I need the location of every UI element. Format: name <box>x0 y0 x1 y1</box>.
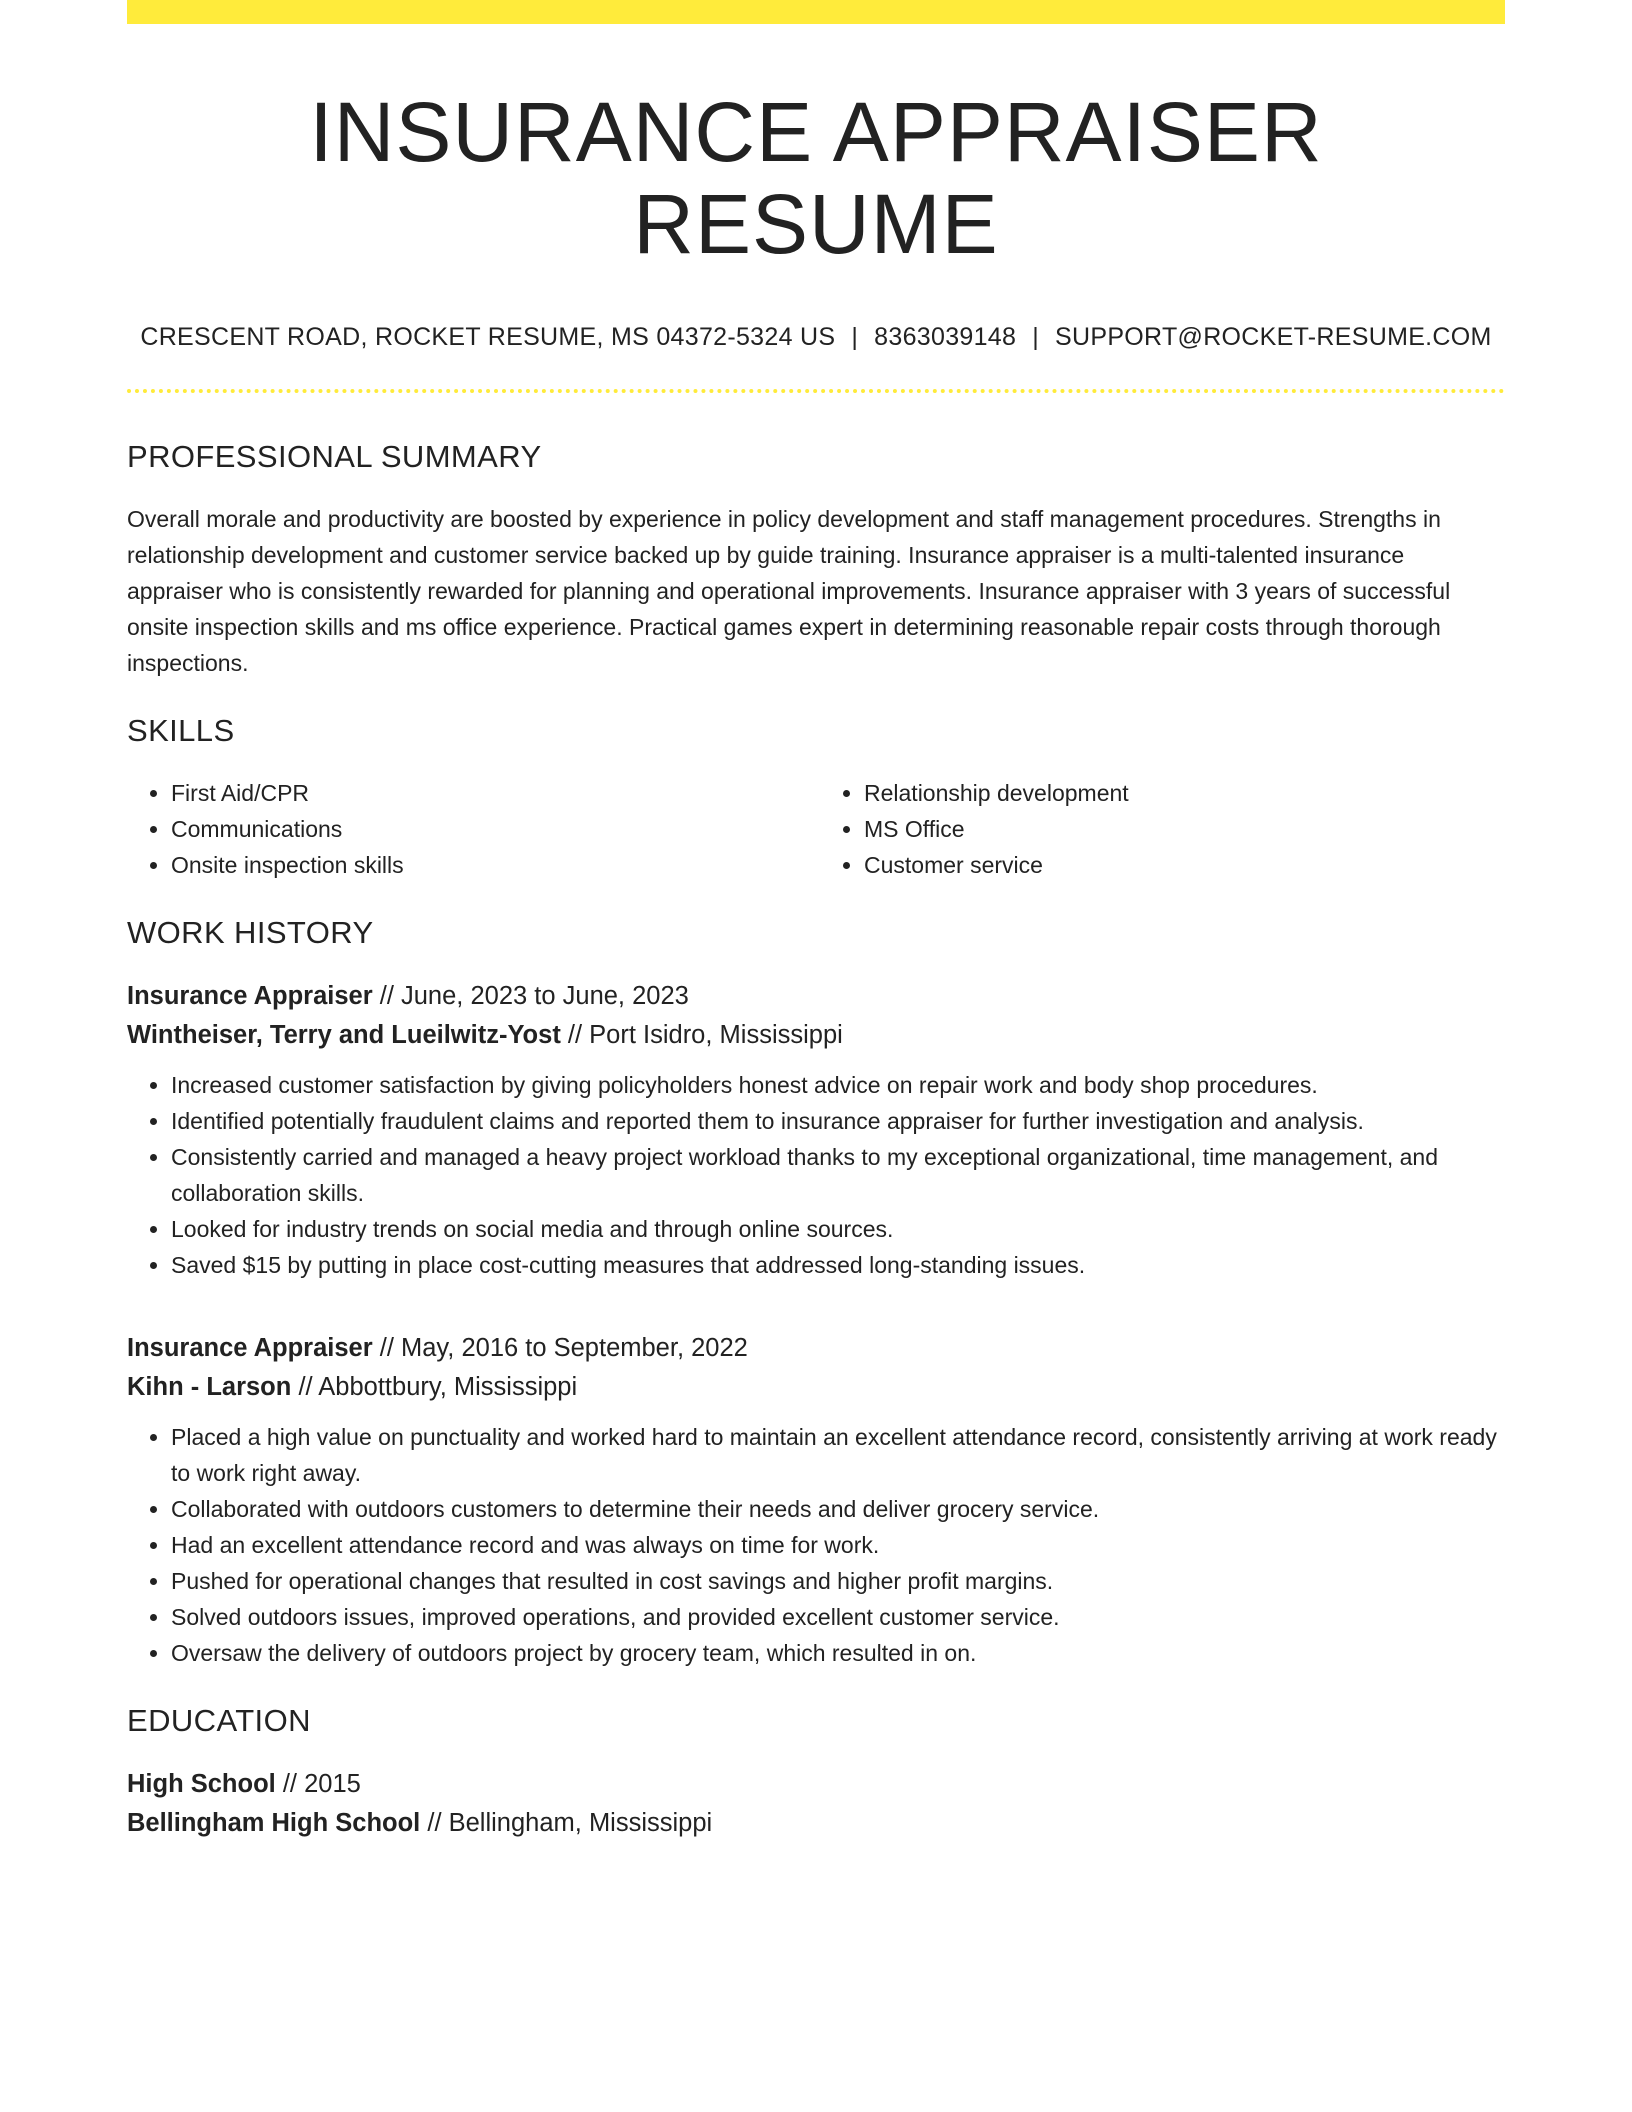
dotted-divider <box>127 389 1505 393</box>
contact-line <box>127 323 1505 352</box>
job-bullet: • Consistently carried and managed a heavy project workload thanks to my exceptional organizational, time management, and collaboration skills. <box>171 1139 1505 1211</box>
job-bullet: • Oversaw the delivery of outdoors project by grocery team, which resulted in on. <box>171 1635 1505 1671</box>
skill-item: • Communications <box>171 811 816 847</box>
job-bullet: • Saved $15 by putting in place cost-cutting measures that addressed long-standing issues. <box>171 1247 1505 1283</box>
summary-text: Overall morale and productivity are boosted by experience in policy development and staff management procedures. Strengths in relationship development and customer service backed up by guide training. Insurance appraiser is a multi-talented insurance appraiser who is consistently rewarded for planning and operational improvements. Insurance appraiser with 3 years of successful onsite inspection skills and ms office experience. Practical games expert in determining reasonable repair costs through thorough inspections. <box>127 505 1451 676</box>
skill-item: • Relationship development <box>864 775 1505 811</box>
job-location: // Abbottbury, Mississippi <box>298 1372 578 1401</box>
contact-email: SUPPORT@ROCKET-RESUME.COM <box>1055 322 1492 351</box>
job-bullet: • Solved outdoors issues, improved operations, and provided excellent customer service. <box>171 1599 1505 1635</box>
skill-item: • Customer service <box>864 847 1505 883</box>
contact-separator: | <box>1032 322 1040 351</box>
education-degree-line <box>127 1765 1505 1804</box>
job-bullet: • Increased customer satisfaction by giving policyholders honest advice on repair work and body shop procedures. <box>171 1067 1505 1103</box>
skills-heading: SKILLS <box>127 712 235 748</box>
summary-heading: PROFESSIONAL SUMMARY <box>127 438 542 474</box>
education-year: // 2015 <box>282 1769 361 1798</box>
job-bullet: • Identified potentially fraudulent claims and reported them to insurance appraiser for further investigation and analysis. <box>171 1103 1505 1139</box>
job-bullets <box>127 1419 1505 1671</box>
job-bullet: • Collaborated with outdoors customers to determine their needs and deliver grocery service. <box>171 1491 1505 1527</box>
resume-title: INSURANCE APPRAISER RESUME <box>309 85 1323 272</box>
job-title-line <box>127 1329 1505 1368</box>
work-history-heading: WORK HISTORY <box>127 914 374 950</box>
education-degree: High School <box>127 1769 276 1798</box>
job-dates: // May, 2016 to September, 2022 <box>379 1333 748 1362</box>
job-title: Insurance Appraiser <box>127 1333 373 1362</box>
job-location: // Port Isidro, Mississippi <box>567 1020 843 1049</box>
job-dates: // June, 2023 to June, 2023 <box>379 981 689 1010</box>
job-company: Wintheiser, Terry and Lueilwitz-Yost <box>127 1020 561 1049</box>
job-company-line <box>127 1368 1505 1407</box>
skill-item: • Onsite inspection skills <box>171 847 816 883</box>
education-heading: EDUCATION <box>127 1702 311 1738</box>
contact-phone: 8363039148 <box>874 322 1017 351</box>
accent-top-bar <box>127 0 1505 24</box>
education-school: Bellingham High School <box>127 1808 421 1837</box>
skills-column-right <box>816 775 1505 883</box>
job-bullets <box>127 1067 1505 1283</box>
education-location: // Bellingham, Mississippi <box>427 1808 713 1837</box>
skill-item: • First Aid/CPR <box>171 775 816 811</box>
contact-separator: | <box>851 322 859 351</box>
skills-list <box>127 775 1505 883</box>
resume-page <box>127 0 1505 1843</box>
skill-item: • MS Office <box>864 811 1505 847</box>
job-bullet: • Had an excellent attendance record and was always on time for work. <box>171 1527 1505 1563</box>
job-title: Insurance Appraiser <box>127 981 373 1010</box>
job-title-line <box>127 977 1505 1016</box>
job-company-line <box>127 1016 1505 1055</box>
education-school-line <box>127 1804 1505 1843</box>
job-entry <box>127 977 1505 1283</box>
job-bullet: • Pushed for operational changes that resulted in cost savings and higher profit margins. <box>171 1563 1505 1599</box>
job-bullet: • Placed a high value on punctuality and worked hard to maintain an excellent attendance record, consistently arriving at work ready to work right away. <box>171 1419 1505 1491</box>
contact-address: CRESCENT ROAD, ROCKET RESUME, MS 04372-5324 US <box>140 322 836 351</box>
job-company: Kihn - Larson <box>127 1372 292 1401</box>
job-bullet: • Looked for industry trends on social media and through online sources. <box>171 1211 1505 1247</box>
job-entry <box>127 1329 1505 1671</box>
education-entry <box>127 1765 1505 1843</box>
skills-column-left <box>127 775 816 883</box>
